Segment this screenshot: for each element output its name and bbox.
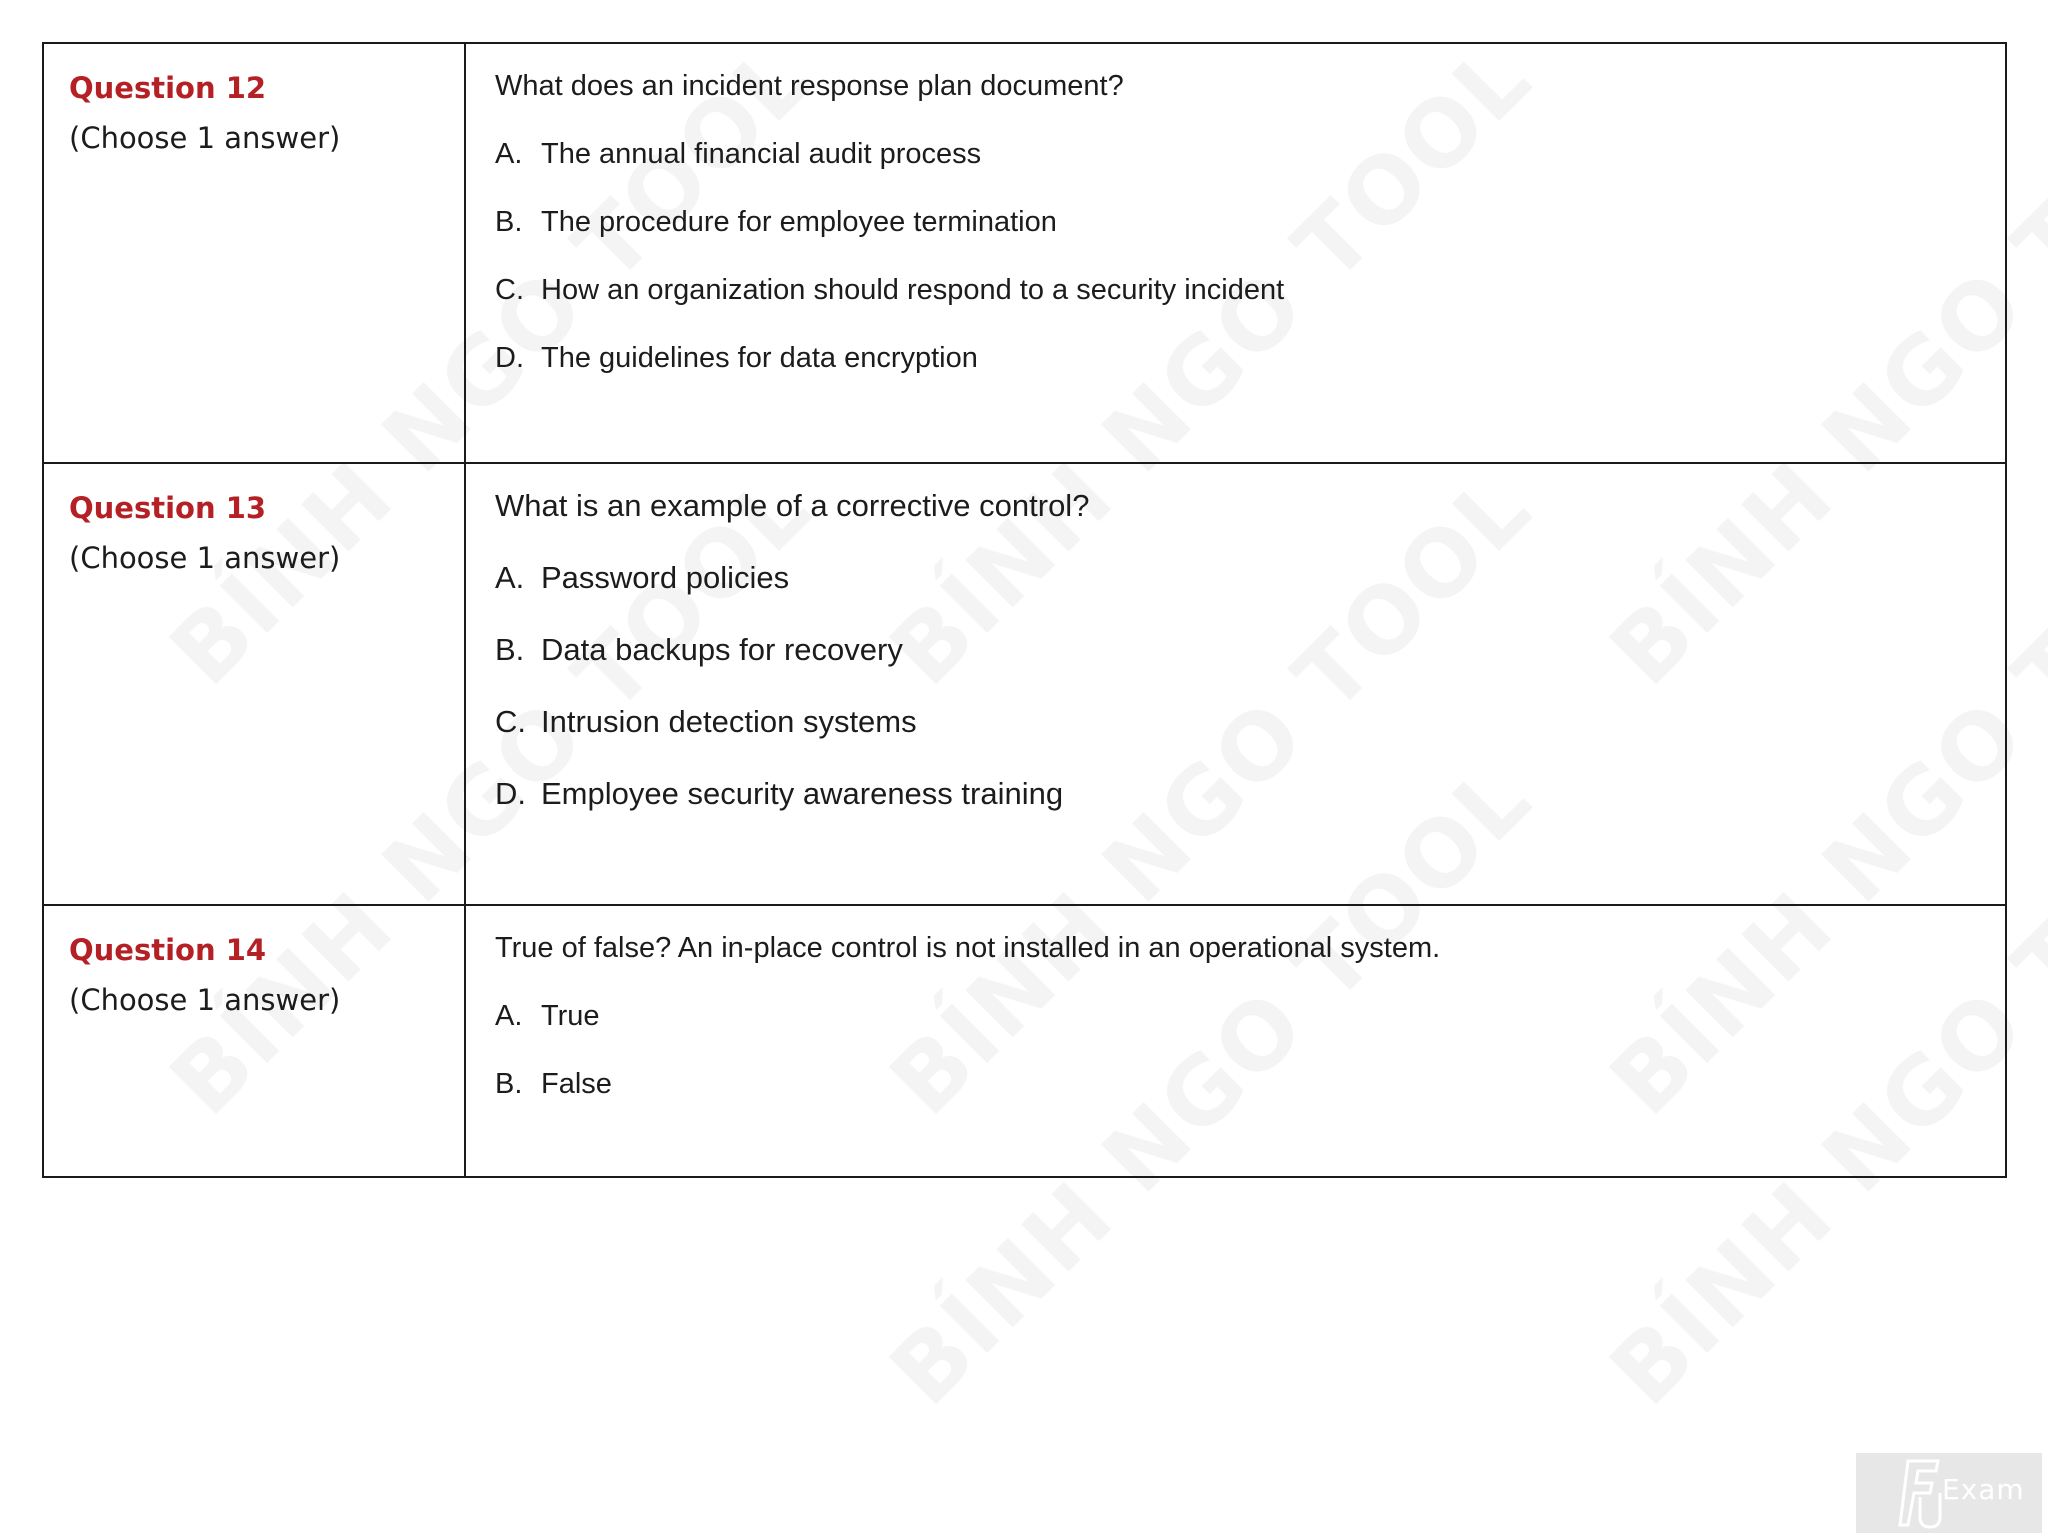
option-letter: D. [495, 776, 526, 811]
option-text: Data backups for recovery [541, 632, 903, 667]
option-text: True [541, 1000, 600, 1032]
option-letter: B. [495, 632, 525, 667]
answer-option[interactable] [495, 270, 2005, 310]
question-content-cell [465, 43, 2006, 463]
question-row [43, 43, 2006, 463]
question-meta-cell [43, 43, 465, 463]
question-prompt: What does an incident response plan document? [495, 70, 1124, 102]
option-letter: D. [495, 342, 524, 374]
answer-option[interactable] [495, 1064, 2005, 1104]
option-text: The procedure for employee termination [541, 206, 1057, 238]
option-letter: A. [495, 560, 525, 595]
answer-option[interactable] [495, 134, 2005, 174]
question-title: Question 14 [69, 933, 267, 967]
question-title: Question 12 [69, 71, 267, 105]
option-letter: C. [495, 274, 524, 306]
option-letter: A. [495, 138, 523, 170]
questions-table [42, 42, 2007, 1178]
question-content-cell [465, 463, 2006, 905]
answer-option[interactable] [495, 630, 2005, 670]
question-title: Question 13 [69, 491, 267, 525]
answer-option[interactable] [495, 558, 2005, 598]
question-hint: (Choose 1 answer) [69, 541, 341, 575]
option-text: The annual financial audit process [541, 138, 982, 170]
question-prompt: What is an example of a corrective control? [495, 488, 1090, 523]
option-text: False [541, 1068, 612, 1100]
logo-text: Exam [1942, 1473, 2025, 1506]
question-meta-cell [43, 463, 465, 905]
question-row [43, 905, 2006, 1177]
option-text: How an organization should respond to a security incident [541, 274, 1285, 306]
fu-exam-logo [1856, 1453, 2042, 1533]
question-content-cell [465, 905, 2006, 1177]
answer-option[interactable] [495, 774, 2005, 814]
question-prompt: True of false? An in-place control is not installed in an operational system. [495, 932, 1441, 964]
question-hint: (Choose 1 answer) [69, 121, 341, 155]
answer-option[interactable] [495, 338, 2005, 378]
option-letter: B. [495, 206, 523, 238]
option-letter: A. [495, 1000, 523, 1032]
answer-option[interactable] [495, 996, 2005, 1036]
question-row [43, 463, 2006, 905]
option-text: Intrusion detection systems [541, 704, 917, 739]
answer-option[interactable] [495, 702, 2005, 742]
option-letter: B. [495, 1068, 523, 1100]
question-hint: (Choose 1 answer) [69, 983, 341, 1017]
option-letter: C. [495, 704, 526, 739]
answer-option[interactable] [495, 202, 2005, 242]
option-text: The guidelines for data encryption [541, 342, 978, 374]
option-text: Password policies [541, 560, 790, 595]
question-meta-cell [43, 905, 465, 1177]
option-text: Employee security awareness training [541, 776, 1064, 811]
